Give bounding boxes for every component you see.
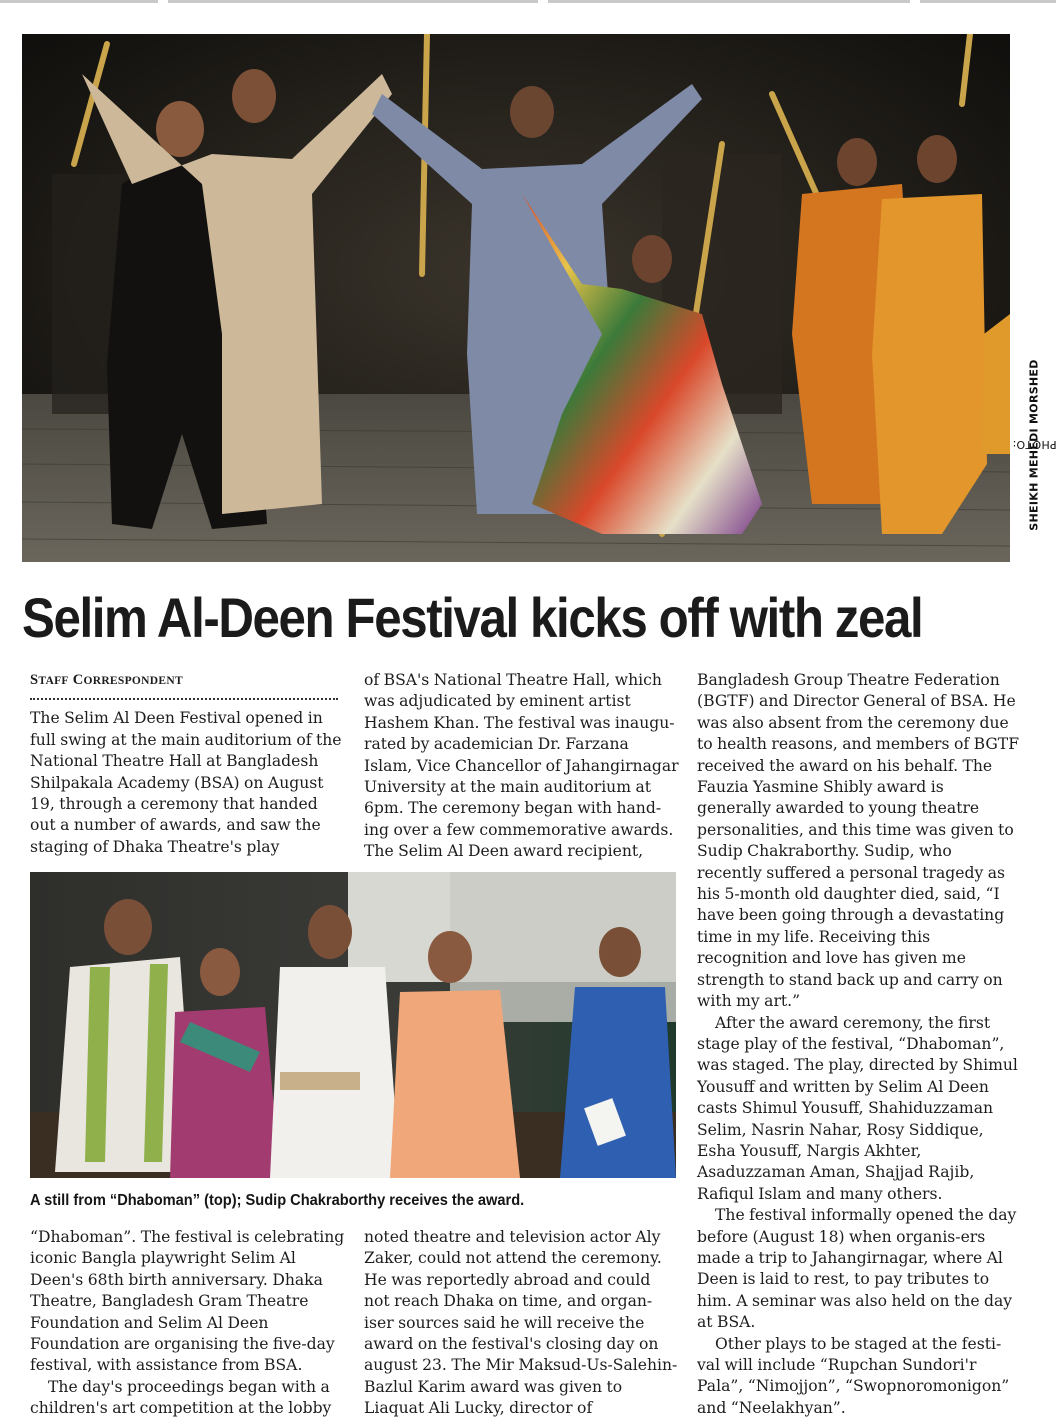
stage-photo	[22, 34, 1010, 562]
byline: STAFF CORRESPONDENT	[30, 670, 338, 700]
paragraph: of BSA's National Theatre Hall, which was adjudicated by eminent artist Hashem Khan. The festival was inaugu-rated by academician Dr. Farzana Islam, Vice Chancellor of Jahangirnagar University at the main auditorium at 6pm. The ceremony began with hand-ing over a few commemorative awards. The Selim Al Deen award recipient,	[364, 671, 679, 861]
article-column-3	[697, 670, 1019, 1419]
award-photo	[30, 872, 676, 1178]
paragraph: Other plays to be staged at the festi-val will include “Rupchan Sundori'r Pala”, “Nimojjon”, “Swopnoromonigon” and “Neelakhyan”.	[697, 1334, 1010, 1417]
photo-credit-prefix: PHOTO:	[1011, 438, 1056, 452]
paragraph: The festival informally opened the day before (August 18) when organis-ers made a trip to Jahangirnagar, where Al Deen is laid to rest, to pay tributes to him. A seminar was also held on the day at BSA.	[697, 1206, 1017, 1332]
paragraph: The Selim Al Deen Festival opened in full swing at the main auditorium of the National Theatre Hall at Bangladesh Shilpakala Academy (BSA) on August 19, through a ceremony that handed out a number of awards, and saw the staging of Dhaka Theatre's play	[30, 709, 342, 856]
paragraph: After the award ceremony, the first stage play of the festival, “Dhaboman”, was staged. The play, directed by Shimul Yousuff and written by Selim Al Deen casts Shimul Yousuff, Shahiduzzaman Selim, Nasrin Nahar, Rosy Siddique, Esha Yousuff, Nargis Akhter, Asaduzzaman Aman, Shajjad Rajib, Rafiqul Islam and many others.	[697, 1013, 1018, 1203]
article-column-1-continued	[30, 1227, 346, 1420]
paragraph: Bangladesh Group Theatre Federation (BGTF) and Director General of BSA. He was also absent from the ceremony due to health reasons, and members of BGTF received the award on his behalf. The Fauzia Yasmine Shibly award is generally awarded to young theatre personalities, and this time was given to Sudip Chakraborthy. Sudip, who recently suffered a personal tragedy as his 5-month old daughter died, said, “I have been going through a devastating time in my life. Receiving this recognition and love has given me strength to stand back up and carry on with my art.”	[697, 671, 1020, 1011]
headline: Selim Al-Deen Festival kicks off with zeal	[22, 586, 923, 649]
article-column-2-continued	[364, 1227, 680, 1420]
photo-caption: A still from “Dhaboman” (top); Sudip Chakraborthy receives the award.	[30, 1192, 525, 1209]
photo-credit-name: SHEIKH MEHEDI MORSHED	[1027, 359, 1041, 531]
photo-credit	[1012, 320, 1056, 570]
top-rules	[0, 0, 1056, 4]
paragraph: The day's proceedings began with a children's art competition at the lobby	[30, 1377, 332, 1418]
paragraph: noted theatre and television actor Aly Zaker, could not attend the ceremony. He was reportedly abroad and could not reach Dhaka on time, and organ-iser sources said he will receive the award on the festival's closing day on august 23. The Mir Maksud-Us-Salehin-Bazlul Karim award was given to Liaquat Ali Lucky, director of	[364, 1228, 678, 1418]
article-column-2	[364, 670, 680, 863]
article-column-1	[30, 670, 346, 858]
paragraph: “Dhaboman”. The festival is celebrating iconic Bangla playwright Selim Al Deen's 68th birth anniversary. Dhaka Theatre, Bangladesh Gram Theatre Foundation and Selim Al Deen Foundation are organising the five-day festival, with assistance from BSA.	[30, 1228, 345, 1375]
